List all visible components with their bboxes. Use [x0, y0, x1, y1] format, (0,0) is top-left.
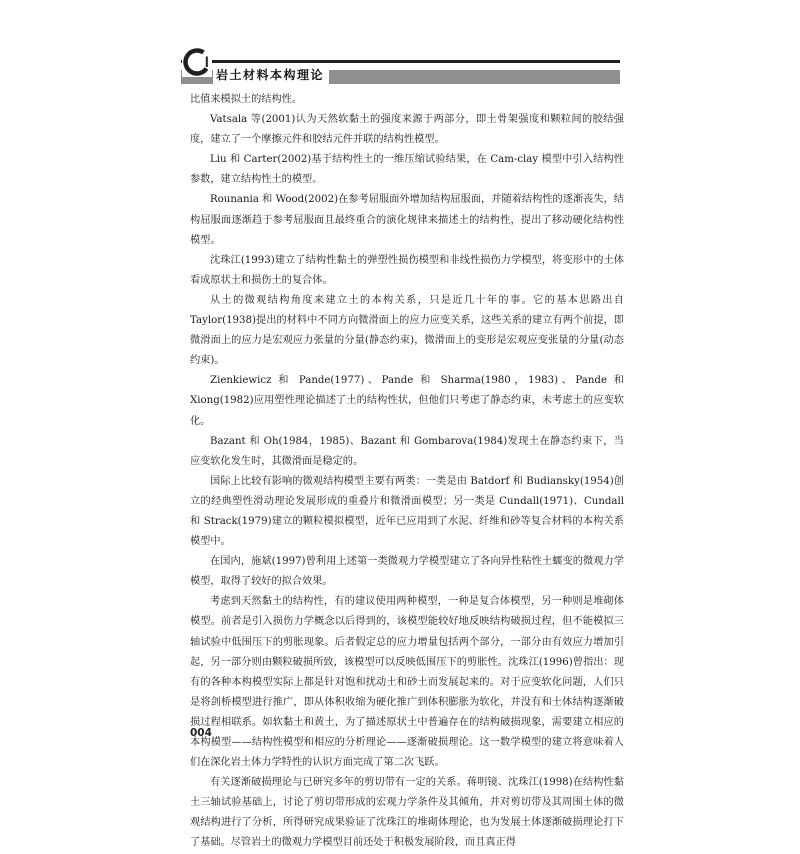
page-number: 004	[190, 727, 212, 739]
paragraph: 有关逐渐破损理论与已研究多年的剪切带有一定的关系。蒋明镜、沈珠江(1998)在结构性黏土三轴试验基础上，讨论了剪切带形成的宏观力学条件及其倾角，并对剪切带及其周围土体的微观结构进行了分析，所得研究成果验证了沈珠江的堆砌体理论，也为发展土体逐渐破损理论打下了基础。尽管岩土的微观力学模型目前还处于积极发展阶段，而且真正得	[190, 777, 624, 849]
paragraph: Zienkiewicz 和 Pande(1977)、Pande 和 Sharma(1980，1983)、Pande 和 Xiong(1982)应用塑性理论描述了土的结构性状，但他们只考虑了静态约束，未考虑土的应变软化。	[190, 375, 624, 427]
paragraph: Vatsala 等(2001)认为天然软黏土的强度来源于两部分，即土骨架强度和颗粒间的胶结强度，建立了一个摩擦元件和胶结元件并联的结构性模型。	[190, 114, 624, 146]
body-text	[190, 90, 624, 854]
paragraph: Rounania 和 Wood(2002)在参考屈服面外增加结构屈服面，并随着结构性的逐渐丧失，结构屈服面逐渐趋于参考屈服面且最终重合的演化规律来描述土的结构性，提出了移动硬化结构性模型。	[190, 194, 624, 246]
ring-emblem-icon	[182, 47, 212, 77]
paragraph: Liu 和 Carter(2002)基于结构性土的一维压缩试验结果，在 Cam-clay 模型中引入结构性参数，建立结构性土的模型。	[190, 154, 624, 186]
running-header-title: 岩土材料本构理论	[213, 67, 329, 84]
paragraph: 国际上比较有影响的微观结构模型主要有两类：一类是由 Batdorf 和 Budiansky(1954)创立的经典塑性滑动理论发展形成的重叠片和微滑面模型；另一类是 Cundall(1971)、Cundall 和 Strack(1979)建立的颗粒模拟模型，近年已应用到了水泥、纤维和砂等复合材料的本构关系模型中。	[190, 475, 624, 548]
paragraph: 考虑到天然黏土的结构性，有的建议使用两种模型，一种是复合体模型，另一种则是堆砌体模型。前者是引入损伤力学概念以后得到的，该模型能较好地反映结构破损过程，但不能模拟三轴试验中低围压下的剪胀现象。后者假定总的应力增量包括两个部分，一部分由有效应力增加引起，另一部分则由颗粒破损所致，该模型可以反映低围压下的剪胀性。沈珠江(1996)曾指出：现有的各种本构模型实际上都是针对饱和扰动土和砂土而发展起来的。对于应变软化问题，人们只是将剑桥模型进行推广，即从体积收缩为硬化推广到体积膨胀为软化，并没有和土体结构逐渐破损过程相联系。如软黏土和黄土，为了描述原状土中普遍存在的结构破损现象，需要建立相应的本构模型——结构性模型和相应的分析理论——逐渐破损理论。这一数学模型的建立将意味着人们在深化岩土体力学特性的认识方面完成了第二次飞跃。	[190, 596, 624, 769]
paragraph: 从土的微观结构角度来建立土的本构关系，只是近几十年的事。它的基本思路出自 Taylor(1938)提出的材料中不同方向微滑面上的应力应变关系，这些关系的建立有两个前提，即微滑面上的应力是宏观应力张量的分量(静态约束)，微滑面上的变形是宏观应变张量的分量(动态约束)。	[190, 294, 624, 367]
paragraph: 比值来模拟土的结构性。	[190, 94, 303, 105]
paragraph: Bazant 和 Oh(1984，1985)、Bazant 和 Gombarova(1984)发现土在静态约束下，当应变软化发生时，其微滑面是稳定的。	[190, 435, 624, 467]
paragraph: 在国内，施斌(1997)曾利用上述第一类微观力学模型建立了各向异性粘性土蠕变的微观力学模型，取得了较好的拟合效果。	[190, 556, 624, 588]
paragraph: 沈珠江(1993)建立了结构性黏土的弹塑性损伤模型和非线性损伤力学模型，将变形中的土体看成原状土和损伤土的复合体。	[190, 254, 624, 286]
header-rule	[181, 60, 620, 63]
